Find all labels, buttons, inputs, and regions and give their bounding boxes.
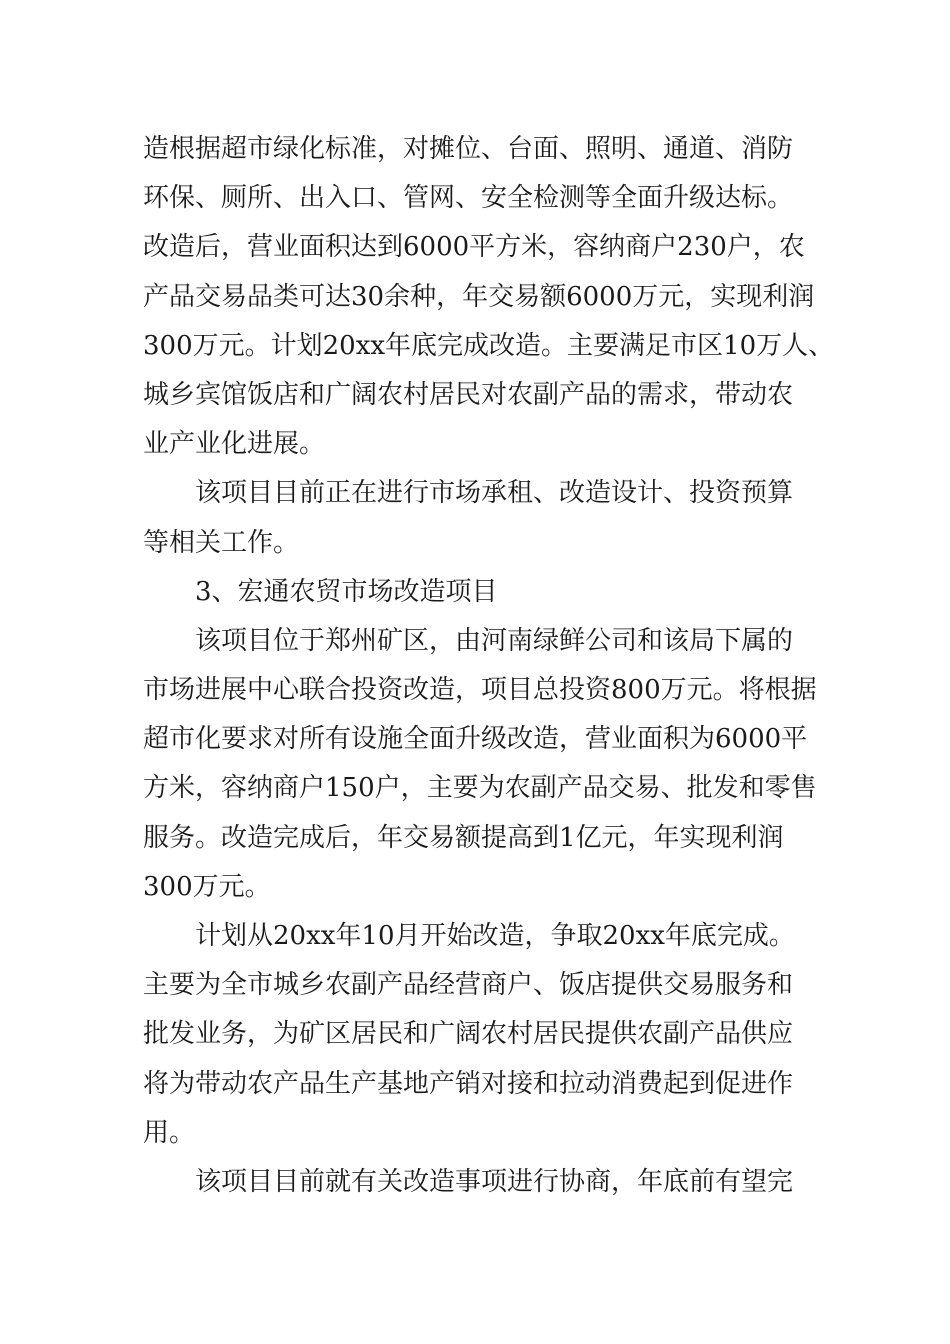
text-line: 300万元。计划20xx年底完成改造。主要满足市区10万人、 xyxy=(143,330,835,361)
paragraph-start-line: 该项目位于郑州矿区，由河南绿鲜公司和该局下属的 xyxy=(195,625,794,656)
text-line: 方米，容纳商户150户，主要为农副产品交易、批发和零售 xyxy=(143,773,817,804)
text-line: 将为带动农产品生产基地产销对接和拉动消费起到促进作 xyxy=(143,1068,794,1099)
paragraph-start-line: 该项目目前正在进行市场承租、改造设计、投资预算 xyxy=(195,478,794,509)
text-line: 300万元。 xyxy=(143,871,271,902)
text-line: 主要为全市城乡农副产品经营商户、饭店提供交易服务和 xyxy=(143,970,794,1001)
text-line: 市场进展中心联合投资改造，项目总投资800万元。将根据 xyxy=(143,675,817,706)
text-line: 改造后，营业面积达到6000平方米，容纳商户230户，农 xyxy=(143,232,805,263)
text-line: 城乡宾馆饭店和广阔农村居民对农副产品的需求，带动农 xyxy=(143,379,794,410)
body-text xyxy=(143,125,835,1207)
paragraph-start-line: 该项目目前就有关改造事项进行协商，年底前有望完 xyxy=(195,1166,794,1197)
text-line: 环保、厕所、出入口、管网、安全检测等全面升级达标。 xyxy=(143,183,794,214)
text-line: 造根据超市绿化标准，对摊位、台面、照明、通道、消防 xyxy=(143,134,794,164)
text-line: 超市化要求对所有设施全面升级改造，营业面积为6000平 xyxy=(143,724,808,755)
text-line: 业产业化进展。 xyxy=(143,429,326,460)
text-line: 批发业务，为矿区居民和广阔农村居民提供农副产品供应 xyxy=(143,1019,794,1050)
paragraph-start-line: 计划从20xx年10月开始改造，争取20xx年底完成。 xyxy=(195,921,795,951)
text-line: 等相关工作。 xyxy=(143,527,300,558)
section-heading: 3、宏通农贸市场改造项目 xyxy=(195,576,498,607)
text-line: 用。 xyxy=(143,1117,196,1148)
text-line: 服务。改造完成后，年交易额提高到1亿元，年实现利润 xyxy=(143,822,784,853)
text-line: 产品交易品类可达30余种，年交易额6000万元，实现利润 xyxy=(143,281,815,312)
